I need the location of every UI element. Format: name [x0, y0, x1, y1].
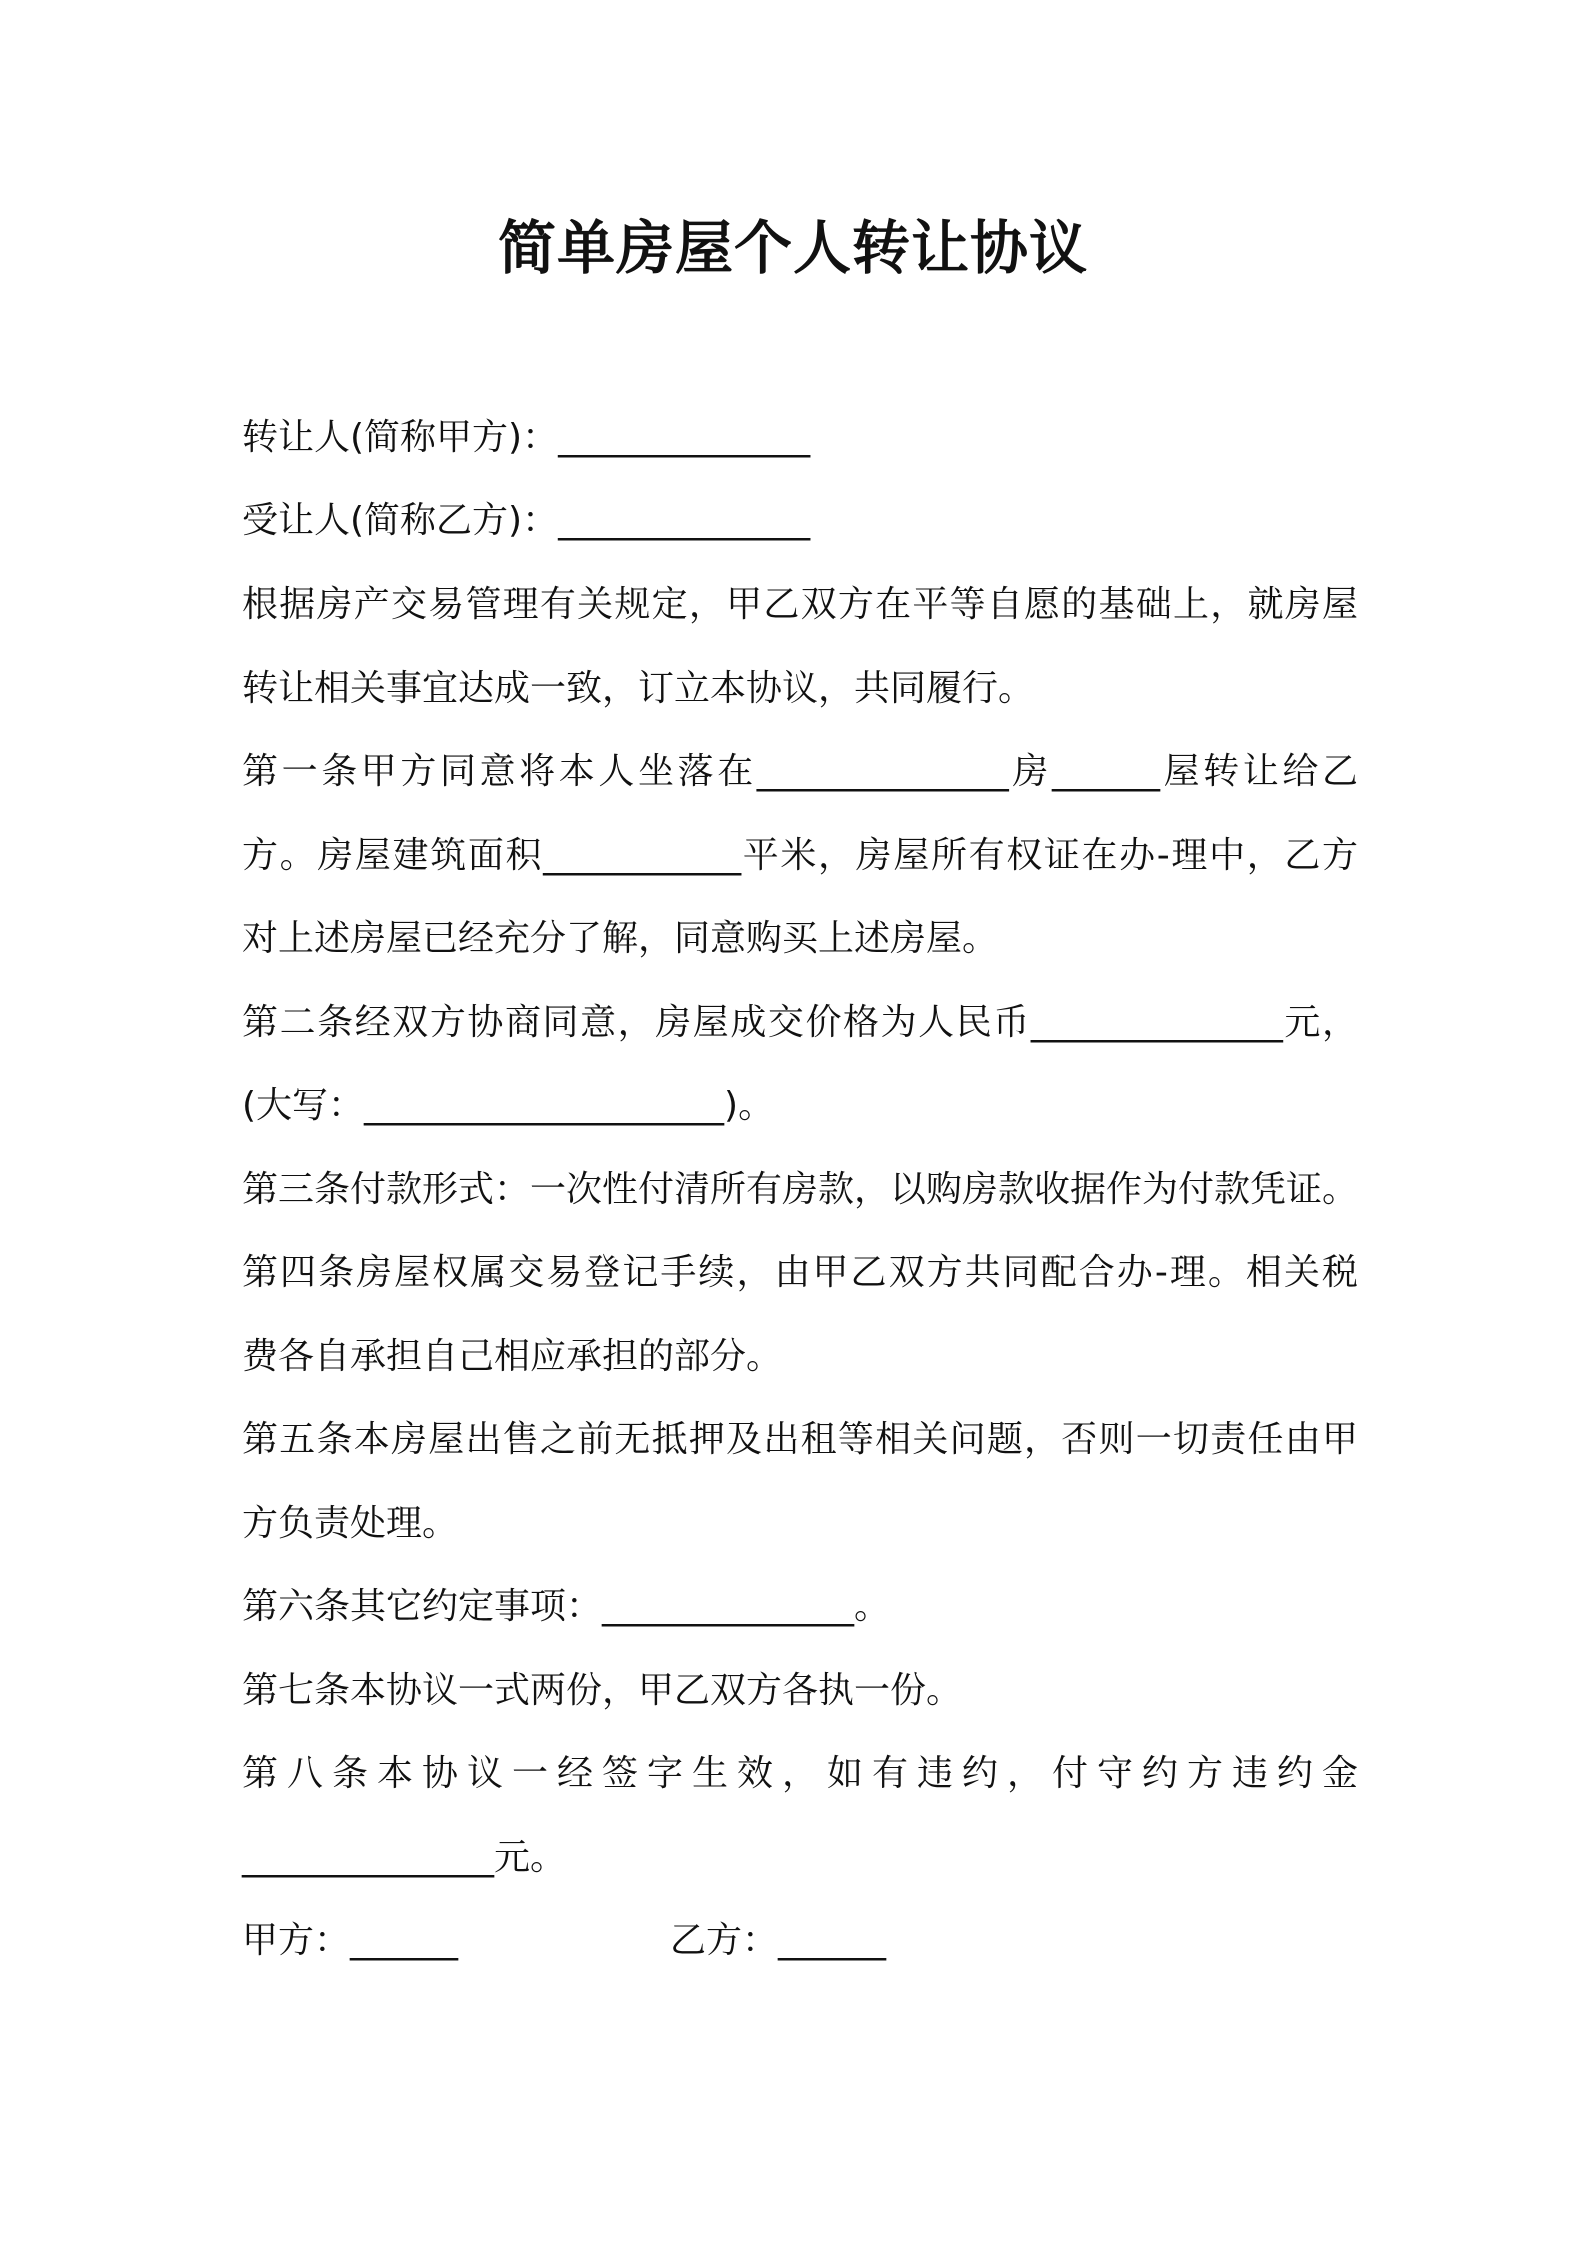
article-8-line-1: 第八条本协议一经签字生效，如有违约，付守约方违约金 — [242, 1753, 1358, 1794]
article-2-line-2: (大写：____________________)。 — [242, 1085, 775, 1126]
article-4-line-2: 费各自承担自己相应承担的部分。 — [242, 1336, 783, 1377]
article-1-line-1: 第一条甲方同意将本人坐落在______________房______屋转让给乙 — [242, 751, 1358, 792]
article-8-line-2: ______________元。 — [242, 1837, 567, 1878]
transferor-line: 转让人(简称甲方)：______________ — [242, 417, 811, 458]
article-2-line-1: 第二条经双方协商同意，房屋成交价格为人民币______________元， — [242, 1002, 1358, 1043]
article-5-line-2: 方负责处理。 — [242, 1503, 459, 1544]
article-1-line-3: 对上述房屋已经充分了解，同意购买上述房屋。 — [242, 918, 999, 959]
article-7-line: 第七条本协议一式两份，甲乙双方各执一份。 — [242, 1670, 963, 1711]
party-b-signature: 乙方：______ — [670, 1920, 887, 1961]
transferee-line: 受让人(简称乙方)：______________ — [242, 500, 811, 541]
article-6-line: 第六条其它约定事项：______________。 — [242, 1586, 891, 1627]
party-a-signature: 甲方：______ — [242, 1920, 459, 1961]
document-title: 简单房屋个人转让协议 — [497, 214, 1088, 282]
article-4-line-1: 第四条房屋权属交易登记手续，由甲乙双方共同配合办-理。相关税 — [242, 1252, 1358, 1293]
preamble-line-1: 根据房产交易管理有关规定，甲乙双方在平等自愿的基础上，就房屋 — [242, 584, 1358, 625]
article-3-line: 第三条付款形式：一次性付清所有房款，以购房款收据作为付款凭证。 — [242, 1169, 1359, 1210]
preamble-line-2: 转让相关事宜达成一致，订立本协议，共同履行。 — [242, 668, 1035, 709]
article-1-line-2: 方。房屋建筑面积___________平米，房屋所有权证在办-理中，乙方 — [242, 835, 1358, 876]
article-5-line-1: 第五条本房屋出售之前无抵押及出租等相关问题，否则一切责任由甲 — [242, 1419, 1358, 1460]
